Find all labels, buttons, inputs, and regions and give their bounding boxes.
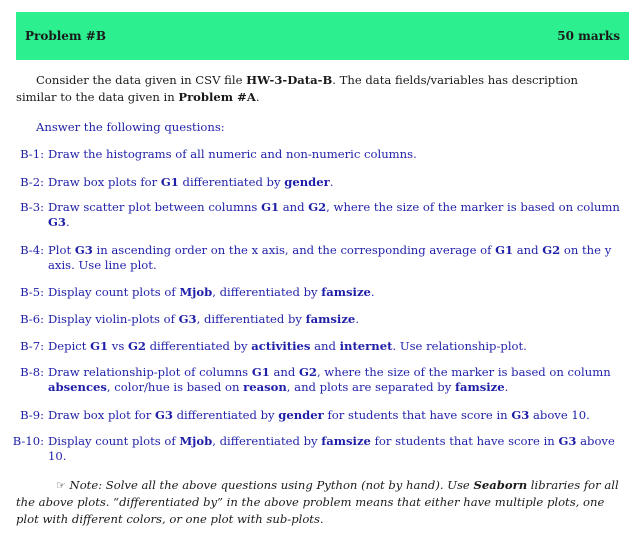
question-keyword: G3 bbox=[48, 215, 66, 229]
question-keyword: G2 bbox=[308, 200, 327, 214]
question-text bbox=[48, 200, 621, 230]
question-text-segment: above 10. bbox=[529, 408, 590, 422]
question-text-segment: , differentiated by bbox=[196, 312, 306, 326]
question-text-segment: for students that have score in bbox=[370, 434, 559, 448]
question-label: B-7: bbox=[20, 339, 44, 353]
question-keyword: famsize bbox=[454, 380, 505, 394]
question-keyword: G3 bbox=[74, 243, 93, 257]
question-label: B-5: bbox=[20, 285, 44, 299]
question-keyword: G2 bbox=[298, 365, 317, 379]
question-keyword: G1 bbox=[261, 200, 280, 214]
intro-text-2: . The data fields/variables has description similar to the data given in bbox=[16, 73, 579, 104]
question-keyword: G1 bbox=[251, 365, 270, 379]
question-text-segment: differentiated by bbox=[145, 339, 252, 353]
question-text-segment: . bbox=[329, 175, 334, 189]
question-keyword: gender bbox=[284, 175, 330, 189]
question-text-segment: vs bbox=[108, 339, 128, 353]
question-text-segment: , color/hue is based on bbox=[106, 380, 244, 394]
question-text-segment: and bbox=[513, 243, 543, 257]
question-text-segment: , differentiated by bbox=[212, 434, 322, 448]
note-text-1: Note: Solve all the above questions using Python (not by hand). Use bbox=[65, 478, 474, 492]
question-keyword: G1 bbox=[90, 339, 109, 353]
question-keyword: G3 bbox=[558, 434, 577, 448]
pointing-hand-icon: ☞ bbox=[56, 479, 66, 492]
intro-paragraph bbox=[16, 72, 621, 106]
question-text-segment: differentiated by bbox=[178, 175, 285, 189]
question-text-segment: Draw box plot for bbox=[48, 408, 155, 422]
question-text-segment: Draw the histograms of all numeric and non-numeric columns. bbox=[48, 147, 417, 161]
question-text-segment: above 10. bbox=[48, 434, 615, 463]
question-text-segment: , and plots are separated by bbox=[286, 380, 455, 394]
question-text-segment: Plot bbox=[48, 243, 75, 257]
question-keyword: famsize bbox=[321, 285, 371, 299]
question-label: B-9: bbox=[20, 408, 44, 422]
question-keyword: famsize bbox=[321, 434, 371, 448]
problem-marks: 50 marks bbox=[557, 29, 620, 43]
question-text-segment: and bbox=[279, 200, 309, 214]
question-text bbox=[48, 312, 621, 327]
intro-text-1: Consider the data given in CSV file bbox=[36, 73, 247, 87]
question-keyword: gender bbox=[278, 408, 324, 422]
question-text bbox=[48, 243, 621, 273]
question-text-segment: differentiated by bbox=[172, 408, 279, 422]
question-text-segment: and bbox=[269, 365, 299, 379]
question-label: B-1: bbox=[20, 147, 44, 161]
question-text-segment: . bbox=[370, 285, 375, 299]
question-keyword: G2 bbox=[542, 243, 561, 257]
question-text-segment: , differentiated by bbox=[212, 285, 322, 299]
question-text-segment: Depict bbox=[48, 339, 91, 353]
question-text-segment: . Use relationship-plot. bbox=[392, 339, 527, 353]
questions-lead: Answer the following questions: bbox=[36, 120, 225, 134]
problem-header-banner bbox=[16, 12, 629, 60]
question-label: B-10: bbox=[12, 434, 44, 448]
question-text-segment: Draw scatter plot between columns bbox=[48, 200, 262, 214]
question-text bbox=[48, 365, 621, 395]
question-label: B-8: bbox=[20, 365, 44, 379]
question-text-segment: and bbox=[310, 339, 340, 353]
question-keyword: absences bbox=[48, 380, 107, 394]
question-keyword: Mjob bbox=[179, 434, 213, 448]
question-keyword: G3 bbox=[511, 408, 530, 422]
question-text bbox=[48, 434, 621, 464]
question-keyword: reason bbox=[243, 380, 287, 394]
question-keyword: G1 bbox=[160, 175, 179, 189]
question-text-segment: . bbox=[504, 380, 509, 394]
question-text-segment: on the y axis. Use line plot. bbox=[48, 243, 612, 272]
question-text bbox=[48, 175, 621, 190]
problem-reference: Problem #A bbox=[178, 90, 256, 104]
question-text-segment: Draw relationship-plot of columns bbox=[48, 365, 252, 379]
question-text-segment: , where the size of the marker is based on column bbox=[326, 200, 620, 214]
question-text-segment: , where the size of the marker is based on column bbox=[316, 365, 611, 379]
question-text-segment: in ascending order on the x axis, and the corresponding average of bbox=[92, 243, 496, 257]
intro-text-3: . bbox=[255, 90, 260, 104]
question-label: B-2: bbox=[20, 175, 44, 189]
question-keyword: G3 bbox=[154, 408, 173, 422]
question-label: B-4: bbox=[20, 243, 44, 257]
question-keyword: famsize bbox=[305, 312, 356, 326]
question-label: B-6: bbox=[20, 312, 44, 326]
question-text-segment: Display violin-plots of bbox=[48, 312, 179, 326]
question-keyword: G1 bbox=[495, 243, 514, 257]
question-keyword: internet bbox=[339, 339, 393, 353]
question-text-segment: . bbox=[355, 312, 359, 326]
question-keyword: G2 bbox=[127, 339, 146, 353]
problem-title: Problem #B bbox=[25, 29, 107, 43]
note-paragraph bbox=[16, 477, 621, 528]
question-text bbox=[48, 147, 621, 162]
question-text-segment: Draw box plots for bbox=[48, 175, 161, 189]
seaborn-library: Seaborn bbox=[473, 478, 528, 492]
question-text bbox=[48, 339, 621, 354]
question-text-segment: Display count plots of bbox=[48, 285, 180, 299]
question-label: B-3: bbox=[20, 200, 44, 214]
csv-filename: HW-3-Data-B bbox=[246, 73, 333, 87]
question-keyword: G3 bbox=[178, 312, 197, 326]
question-text-segment: . bbox=[65, 215, 70, 229]
question-text-segment: for students that have score in bbox=[323, 408, 512, 422]
question-text-segment: Display count plots of bbox=[48, 434, 180, 448]
note-text-2: libraries for all the above plots. “differentiated by” in the above problem means that either have multiple plots, one plot with different colors, or one plot with sub-plots. bbox=[16, 478, 619, 526]
question-keyword: Mjob bbox=[179, 285, 213, 299]
question-keyword: activities bbox=[251, 339, 311, 353]
question-text bbox=[48, 408, 621, 423]
question-text bbox=[48, 285, 621, 300]
